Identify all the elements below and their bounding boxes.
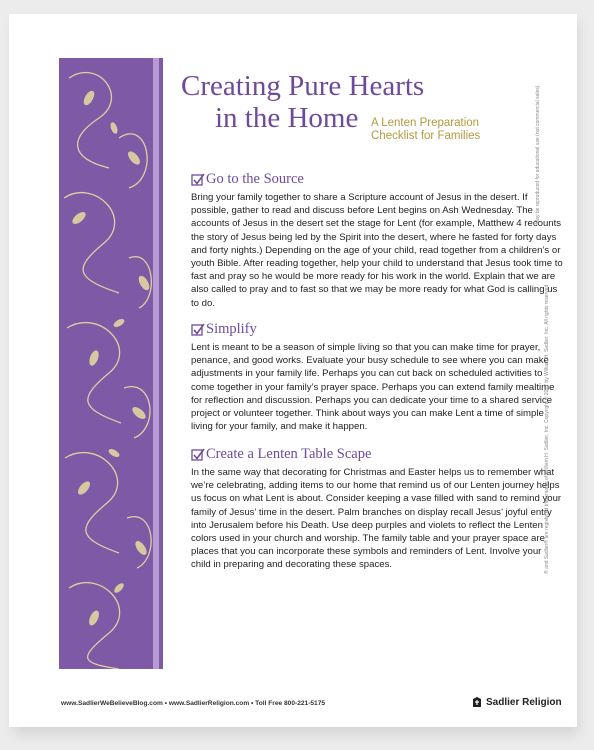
section-body: Lent is meant to be a season of simple living so that you can make time for prayer, penance, and good works. Evaluate your busy schedule to see where you can make adjustments in your family life. Perhaps you can cut back on scheduled activities to come together in your family’s prayer space. Perhaps you can extend family mealtime for reflection and discussion. Perhaps you can dedicate your time to a shared service project or volunteer together. Think about ways you can make Lent a time of simple living for your family, and make it happen. (191, 342, 555, 433)
footer-brand (471, 696, 562, 708)
section-heading (191, 321, 563, 338)
side-note-copyright: ® and Sadlier® are registered trademarks of William H. Sadlier, Inc. Copyright © 2017 by William H. Sadlier, Inc. All rights reserved. (544, 283, 550, 574)
section-simplify (191, 321, 563, 433)
title-line-2: in the Home (215, 102, 359, 134)
section-body: Bring your family together to share a Scripture account of Jesus in the desert. If possible, gather to read and discuss before Lent begins on Ash Wednesday. The accounts of Jesus in the desert set the stage for Lent (for example, Matthew 4 recounts the story of Jesus being led by the Spirit into the desert, where he fasted for forty days and forty nights.) Depending on the age of your child, read together from a children’s or youth Bible. After reading together, help your child to understand that Jesus took time to fast and pray so he would be more ready for his work in the world. Explain that we are also called to pray and to fast so that we may be more ready for what God is calling us to do. (191, 192, 563, 309)
section-heading-text: Create a Lenten Table Scape (206, 446, 372, 462)
side-note-reproduction: May be reproduced for educational use (not commercial sales). (535, 84, 541, 224)
subtitle-line-2: Checklist for Families (371, 130, 481, 142)
footer-contact: www.SadlierWeBelieveBlog.com • www.SadlierReligion.com • Toll Free 800-221-5175 (61, 700, 326, 707)
band-edge-stripe (153, 58, 159, 669)
brand-name: Sadlier Religion (486, 696, 562, 708)
section-heading-text: Simplify (206, 321, 257, 337)
section-heading-text: Go to the Source (206, 171, 304, 187)
checked-box-icon (191, 323, 205, 337)
section-go-to-the-source (191, 171, 563, 310)
title-line-1: Creating Pure Hearts (181, 70, 425, 102)
section-lenten-table-scape (191, 446, 563, 572)
section-body: In the same way that decorating for Christmas and Easter helps us to remember what we’re celebrating, adding items to our home that remind us of our Lenten journey helps us focus on what Lent is about. Consider keeping a vase filled with sand to remind your family of Jesus’ time in the desert. Palm branches on display recall Jesus’ joyful entry into Jerusalem before his Death. Use deep purples and violets to reflect the Lenten colors used in your church and worship. The family table and your prayer space are places that you can incorporate these symbols and reminders of Lent. Involve your child in preparing and decorating these spaces. (191, 467, 562, 571)
sadlier-logo-icon (471, 696, 483, 708)
checked-box-icon (191, 448, 205, 462)
checked-box-icon (191, 173, 205, 187)
page-subtitle (371, 117, 521, 143)
decorative-floral-band (59, 58, 163, 669)
subtitle-line-1: A Lenten Preparation (371, 117, 480, 129)
document-page (9, 14, 577, 727)
floral-pattern (59, 58, 163, 669)
section-heading (191, 446, 563, 463)
section-heading (191, 171, 563, 188)
